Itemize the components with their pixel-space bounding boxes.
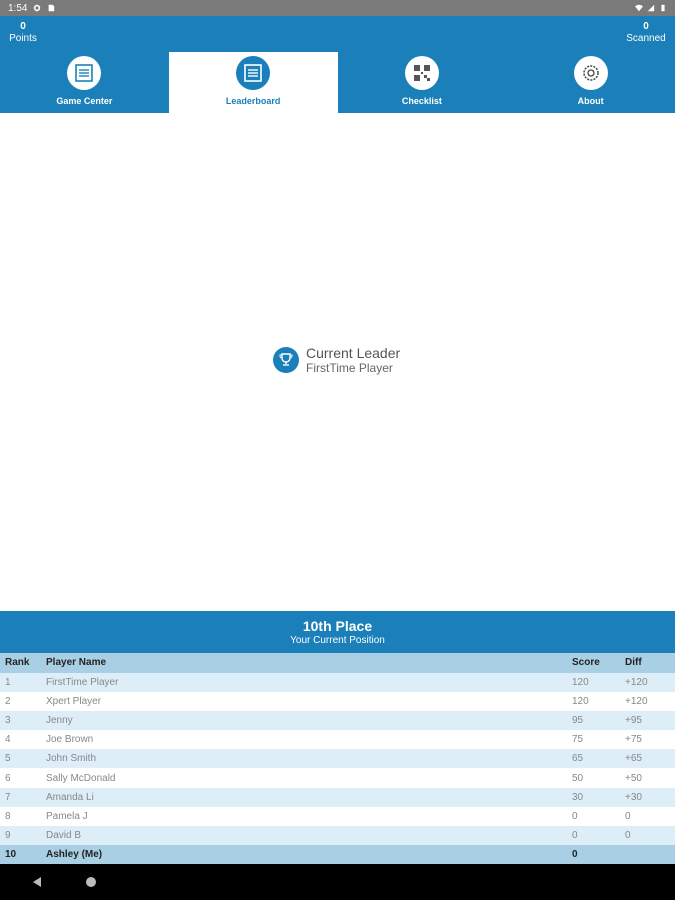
cell-player-name: David B	[46, 830, 82, 842]
list-card-icon	[67, 56, 101, 90]
table-row	[0, 711, 675, 730]
back-icon[interactable]	[33, 877, 41, 887]
table-row	[0, 730, 675, 749]
cell-player-name: Joe Brown	[46, 734, 94, 746]
gear-icon	[574, 56, 608, 90]
scanned-label: Scanned	[626, 33, 666, 44]
cell-diff: +120	[625, 676, 648, 688]
cell-score: 30	[572, 791, 584, 803]
cell-score: 0	[572, 830, 578, 842]
cell-player-name: Xpert Player	[46, 695, 102, 707]
header-player-name: Player Name	[46, 657, 107, 669]
tab-label: Checklist	[401, 96, 442, 106]
place-title: 10th Place	[302, 618, 373, 634]
cell-rank: 10	[5, 849, 17, 861]
cell-rank: 6	[5, 772, 11, 784]
cell-rank: 1	[5, 676, 11, 688]
cell-player-name: John Smith	[46, 753, 97, 765]
current-leader-title: Current Leader	[306, 345, 401, 361]
current-leader	[273, 345, 400, 375]
points-value: 0	[20, 21, 26, 32]
cell-diff: +75	[625, 734, 642, 746]
status-bar	[0, 0, 675, 16]
cell-rank: 3	[5, 714, 11, 726]
points-label: Points	[9, 33, 37, 44]
cell-diff: +95	[625, 714, 642, 726]
cell-score: 95	[572, 714, 584, 726]
settings-status-icon	[33, 4, 41, 12]
cell-rank: 2	[5, 695, 11, 707]
leaderboard-content	[0, 113, 675, 611]
table-row	[0, 768, 675, 787]
cell-rank: 7	[5, 791, 11, 803]
table-row	[0, 845, 675, 864]
tab-bar	[0, 52, 675, 113]
tab-game-center[interactable]	[0, 52, 169, 113]
scanned-value: 0	[643, 21, 649, 32]
cell-player-name: Pamela J	[46, 810, 88, 822]
table-row	[0, 807, 675, 826]
cell-diff: +30	[625, 791, 642, 803]
app-header	[0, 16, 675, 113]
cell-diff: +120	[625, 695, 648, 707]
place-subtitle: Your Current Position	[290, 635, 385, 646]
table-row	[0, 749, 675, 768]
list-card-icon	[236, 56, 270, 90]
header-score: Score	[572, 657, 600, 669]
wifi-status-icon	[635, 4, 643, 12]
tab-label: Game Center	[56, 96, 113, 106]
table-row	[0, 673, 675, 692]
tab-leaderboard[interactable]	[169, 52, 338, 113]
header-diff: Diff	[625, 657, 642, 669]
table-row	[0, 826, 675, 845]
cell-score: 120	[572, 695, 589, 707]
status-time: 1:54	[8, 2, 28, 14]
scanned-counter	[625, 21, 667, 45]
cell-score: 120	[572, 676, 589, 688]
header-rank: Rank	[5, 657, 30, 669]
tab-label: About	[577, 96, 604, 106]
system-nav-bar	[0, 864, 675, 900]
sd-card-status-icon	[47, 4, 55, 12]
cell-score: 50	[572, 772, 584, 784]
tab-about[interactable]	[506, 52, 675, 113]
cell-rank: 5	[5, 753, 11, 765]
cell-player-name: Jenny	[46, 714, 73, 726]
table-header-row	[0, 653, 675, 673]
cell-player-name: Amanda Li	[46, 791, 94, 803]
cell-score: 0	[572, 849, 578, 861]
cell-diff: +65	[625, 753, 642, 765]
leaderboard-table	[0, 653, 675, 864]
current-leader-name: FirstTime Player	[306, 361, 393, 375]
current-position-banner	[0, 611, 675, 653]
tab-label: Leaderboard	[225, 96, 281, 106]
points-counter	[8, 21, 38, 45]
signal-status-icon	[647, 4, 655, 12]
cell-score: 75	[572, 734, 584, 746]
trophy-icon	[273, 347, 299, 373]
home-icon[interactable]	[86, 877, 96, 887]
tab-checklist[interactable]	[338, 52, 507, 113]
cell-rank: 9	[5, 830, 11, 842]
cell-player-name: Sally McDonald	[46, 772, 116, 784]
cell-rank: 4	[5, 734, 11, 746]
cell-score: 0	[572, 810, 578, 822]
table-row	[0, 692, 675, 711]
cell-diff: 0	[625, 810, 631, 822]
cell-score: 65	[572, 753, 584, 765]
cell-player-name: Ashley (Me)	[46, 849, 103, 861]
battery-status-icon	[659, 4, 667, 12]
cell-diff: +50	[625, 772, 642, 784]
cell-diff: 0	[625, 830, 631, 842]
cell-rank: 8	[5, 810, 11, 822]
cell-player-name: FirstTime Player	[46, 676, 119, 688]
table-row	[0, 788, 675, 807]
qr-code-icon	[405, 56, 439, 90]
